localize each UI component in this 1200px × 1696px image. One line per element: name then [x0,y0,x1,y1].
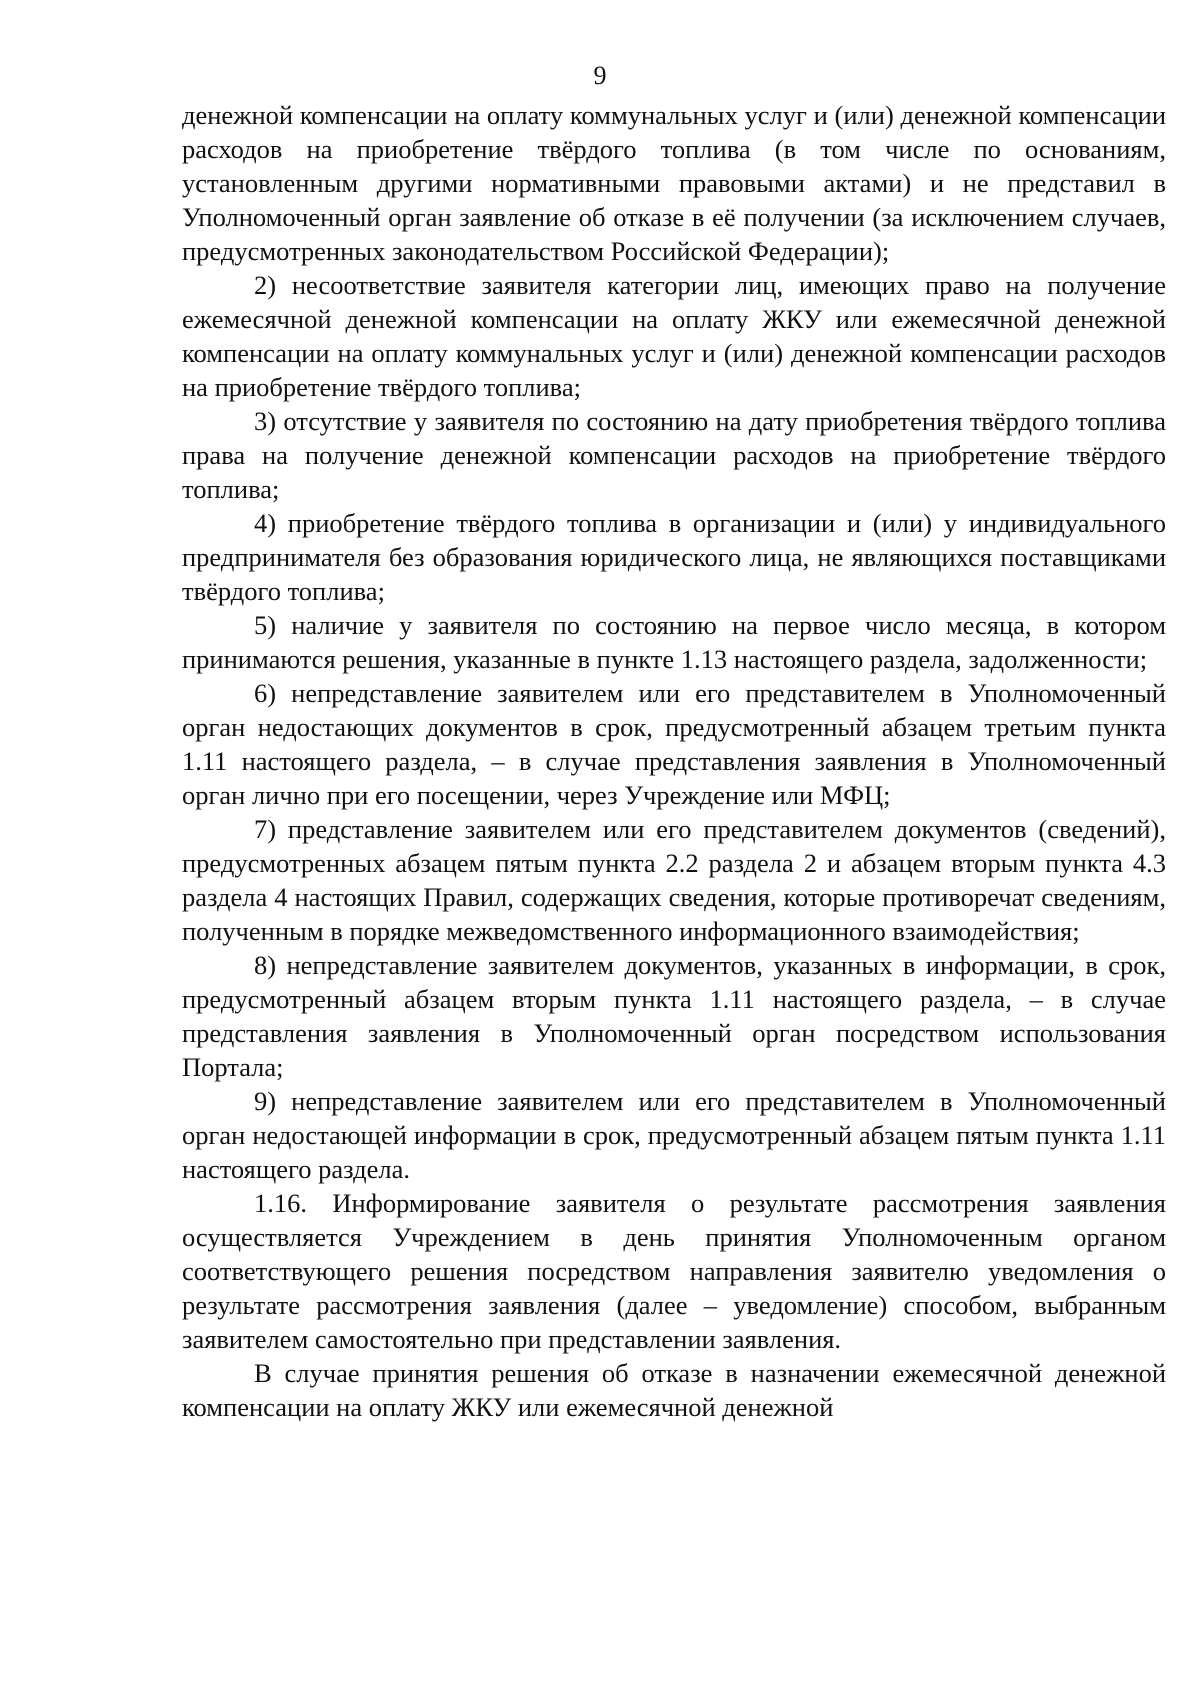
document-body [182,98,1166,1424]
paragraph-item-8: 8) непредставление заявителем документов, указанных в информации, в срок, предусмотренный абзацем вторым пункта 1.11 настоящего раздела, – в случае представления заявления в Уполномоченный орган посредством использования Портала; [182,950,1166,1082]
paragraph-refusal-case: В случае принятия решения об отказе в назначении ежемесячной денежной компенсации на оплату ЖКУ или ежемесячной денежной [182,1358,1166,1422]
paragraph-item-3: 3) отсутствие у заявителя по состоянию на дату приобретения твёрдого топлива права на получение денежной компенсации расходов на приобретение твёрдого топлива; [182,406,1166,504]
paragraph-continuation: денежной компенсации на оплату коммунальных услуг и (или) денежной компенсации расходов на приобретение твёрдого топлива (в том числе по основаниям, установленным другими нормативными правовыми актами) и не представил в Уполномоченный орган заявление об отказе в её получении (за исключением случаев, предусмотренных законодательством Российской Федерации); [182,100,1166,266]
page-number: 9 [593,61,607,90]
paragraph-item-4: 4) приобретение твёрдого топлива в организации и (или) у индивидуального предпринимателя без образования юридического лица, не являющихся поставщиками твёрдого топлива; [182,508,1166,606]
paragraph-item-9: 9) непредставление заявителем или его представителем в Уполномоченный орган недостающей информации в срок, предусмотренный абзацем пятым пункта 1.11 настоящего раздела. [182,1086,1166,1184]
paragraph-clause-1-16: 1.16. Информирование заявителя о результате рассмотрения заявления осуществляется Учреждением в день принятия Уполномоченным органом соответствующего решения посредством направления заявителю уведомления о результате рассмотрения заявления (далее – уведомление) способом, выбранным заявителем самостоятельно при представлении заявления. [182,1188,1166,1354]
paragraph-item-6: 6) непредставление заявителем или его представителем в Уполномоченный орган недостающих документов в срок, предусмотренный абзацем третьим пункта 1.11 настоящего раздела, – в случае представления заявления в Уполномоченный орган лично при его посещении, через Учреждение или МФЦ; [182,678,1166,810]
paragraph-item-2: 2) несоответствие заявителя категории лиц, имеющих право на получение ежемесячной денежной компенсации на оплату ЖКУ или ежемесячной денежной компенсации на оплату коммунальных услуг и (или) денежной компенсации расходов на приобретение твёрдого топлива; [182,270,1166,402]
paragraph-item-5: 5) наличие у заявителя по состоянию на первое число месяца, в котором принимаются решения, указанные в пункте 1.13 настоящего раздела, задолженности; [182,610,1166,674]
paragraph-item-7: 7) представление заявителем или его представителем документов (сведений), предусмотренных абзацем пятым пункта 2.2 раздела 2 и абзацем вторым пункта 4.3 раздела 4 настоящих Правил, содержащих сведения, которые противоречат сведениям, полученным в порядке межведомственного информационного взаимодействия; [182,814,1166,946]
